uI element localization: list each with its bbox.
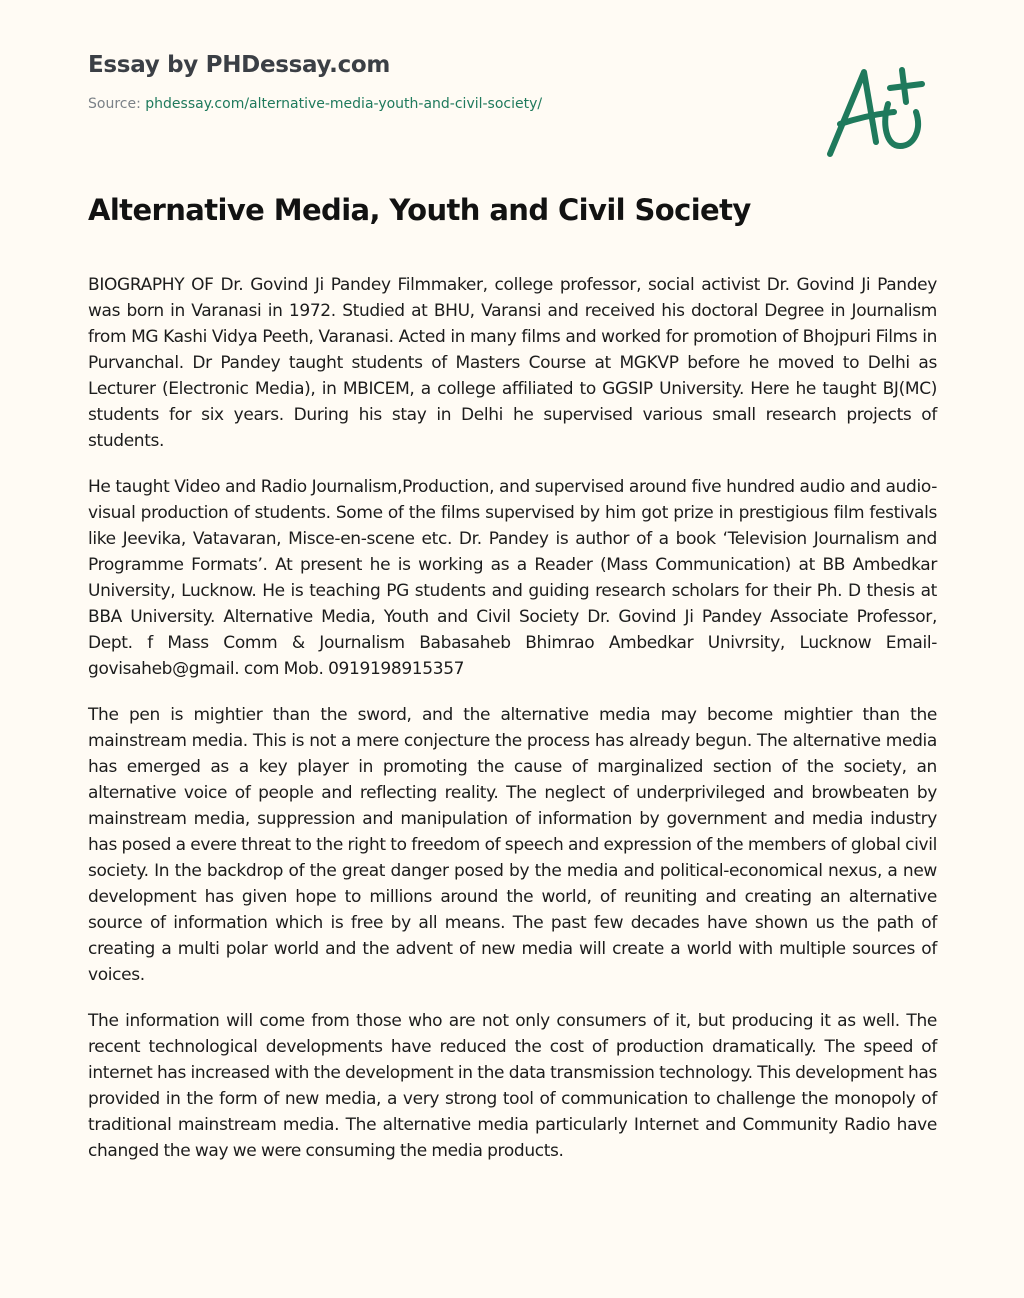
brand-title: Essay by PHDessay.com <box>88 52 391 78</box>
a-plus-grade-icon <box>818 62 938 162</box>
paragraph: BIOGRAPHY OF Dr. Govind Ji Pandey Filmmaker, college professor, social activist Dr. Govind Ji Pandey was born in Varanasi in 1972. Studied at BHU, Varansi and received his doctoral Degree in Journalism from MG Kashi Vidya Peeth, Varanasi. Acted in many films and worked for promotion of Bhojpuri Films in Purvanchal. Dr Pandey taught students of Masters Course at MGKVP before he moved to Delhi as Lecturer (Electronic Media), in MBICEM, a college affiliated to GGSIP University. Here he taught BJ(MC) students for six years. During his stay in Delhi he supervised various small research projects of students. <box>88 275 937 451</box>
source-link[interactable]: phdessay.com/alternative-media-youth-and-civil-society/ <box>145 96 543 112</box>
paragraph: The information will come from those who are not only consumers of it, but producing it as well. The recent technological developments have reduced the cost of production dramatically. The speed of internet has increased with the development in the data transmission technology. This development has provided in the form of new media, a very strong tool of communication to challenge the monopoly of traditional mainstream media. The alternative media particularly Internet and Community Radio have changed the way we were consuming the media products. <box>88 1011 937 1161</box>
document-title: Alternative Media, Youth and Civil Society <box>88 193 751 227</box>
source-line <box>88 94 542 114</box>
document-body <box>88 272 937 1184</box>
paragraph: He taught Video and Radio Journalism,Production, and supervised around five hundred audio and audio-visual production of students. Some of the films supervised by him got prize in prestigious film festivals like Jeevika, Vatavaran, Misce-en-scene etc. Dr. Pandey is author of a book ‘Television Journalism and Programme Formats’. At present he is working as a Reader (Mass Communication) at BB Ambedkar University, Lucknow. He is teaching PG students and guiding research scholars for their Ph. D thesis at BBA University. Alternative Media, Youth and Civil Society Dr. Govind Ji Pandey Associate Professor, Dept. f Mass Comm & Journalism Babasaheb Bhimrao Ambedkar Univrsity, Lucknow Email-govisaheb@gmail. com Mob. 0919198915357 <box>88 477 937 679</box>
source-label: Source: <box>88 96 146 112</box>
page-header <box>88 48 542 114</box>
paragraph: The pen is mightier than the sword, and the alternative media may become mightier than the mainstream media. This is not a mere conjecture the process has already begun. The alternative media has emerged as a key player in promoting the cause of marginalized section of the society, an alternative voice of people and reflecting reality. The neglect of underprivileged and browbeaten by mainstream media, suppression and manipulation of information by government and media industry has posed a evere threat to the right to freedom of speech and expression of the members of global civil society. In the backdrop of the great danger posed by the media and political-economical nexus, a new development has given hope to millions around the world, of reuniting and creating an alternative source of information which is free by all means. The past few decades have shown us the path of creating a multi polar world and the advent of new media will create a world with multiple sources of voices. <box>88 705 937 985</box>
